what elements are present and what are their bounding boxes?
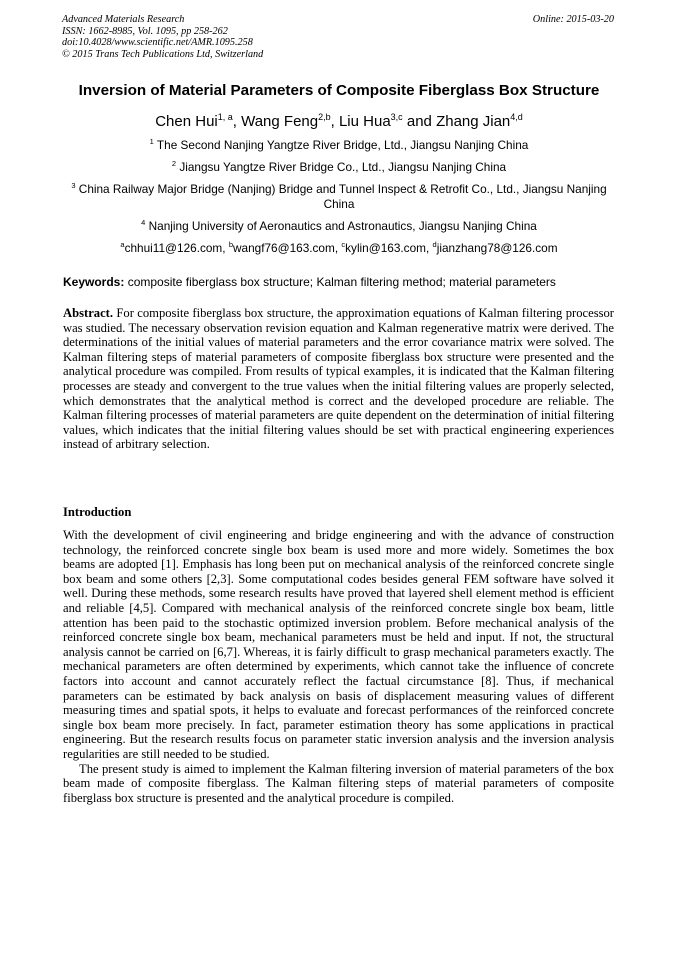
affiliation-number: 1 — [149, 137, 154, 146]
affiliation-text: China Railway Major Bridge (Nanjing) Bridge and Tunnel Inspect & Retrofit Co., Ltd., Jiangsu Nanjing China — [78, 182, 607, 211]
email-address: chhui11@126.com — [124, 241, 223, 255]
author-affil-mark: 2,b — [318, 112, 331, 122]
author-separator: , — [232, 113, 242, 130]
author-affil-mark: 3,c — [390, 112, 403, 122]
email-mark: a — [120, 240, 125, 249]
introduction-body — [63, 528, 614, 805]
journal-header — [62, 14, 482, 60]
email-mark: d — [432, 240, 437, 249]
journal-name: Advanced Materials Research — [62, 14, 185, 25]
author-name: Chen Hui — [155, 113, 218, 130]
author-affil-mark: 1, a — [217, 112, 233, 122]
affiliation-number: 3 — [71, 181, 76, 190]
online-date: Online: 2015-03-20 — [532, 14, 614, 25]
issn-line: ISSN: 1662-8985, Vol. 1095, pp 258-262 — [62, 25, 228, 37]
affiliation — [60, 219, 618, 234]
abstract-label: Abstract. — [63, 306, 114, 320]
affiliation-list — [60, 138, 618, 263]
affiliation-number: 4 — [141, 218, 146, 227]
author-name: Liu Hua — [338, 113, 391, 130]
section-heading: Introduction — [63, 505, 132, 519]
keywords-label: Keywords: — [63, 275, 125, 289]
paragraph: With the development of civil engineering and bridge engineering and with the advance of construction technology, the reinforced concrete single box beam is used more and more widely. Sometimes the box beams are adopted [1]. Emphasis has long been put on mechanical analysis of the reinforced concrete single box beam and some others [2,3]. Some computational codes besides general FEM software have solved it well. During these methods, some research results have proved that layered shell element method is efficient and reliable [4,5]. Compared with mechanical analysis of the reinforced concrete single box beam, little attention has been paid to the stochastic optimized inversion problem. Before mechanical analysis of the reinforced concrete single box beam, mechanical parameters must be held and input. If not, the structural analysis cannot be carried on [6,7]. Whereas, it is fairly difficult to grasp mechanical parameters exactly. The mechanical parameters are often determined by experiments, which cannot take the influence of concrete factors into account and cannot accurately reflect the factual circumstance [8]. Thus, if mechanical parameters can be estimated by back analysis on basis of displacement measuring values of different measuring times and spatial spots, it helps to evaluate and forecast performances of the reinforced concrete single box beam more precisely. In fact, parameter estimation theory has some applications in practical engineering. But the research results focus on parameter static inversion analysis and the inversion analysis regularities are still needed to be studied. — [63, 528, 614, 761]
affiliation — [60, 138, 618, 153]
email-address: kylin@163.com — [345, 241, 426, 255]
doi-line: doi:10.4028/www.scientific.net/AMR.1095.258 — [62, 37, 253, 49]
paper-title: Inversion of Material Parameters of Composite Fiberglass Box Structure — [78, 82, 600, 99]
keywords-text: composite fiberglass box structure; Kalman filtering method; material parameters — [127, 275, 556, 289]
author-name: Zhang Jian — [436, 113, 511, 130]
affiliation-text: Jiangsu Yangtze River Bridge Co., Ltd., Jiangsu Nanjing China — [179, 160, 507, 174]
email-address: jianzhang78@126.com — [436, 241, 558, 255]
affiliation-number: 2 — [171, 159, 177, 168]
copyright-line: © 2015 Trans Tech Publications Ltd, Switzerland — [62, 48, 264, 60]
affiliation-text: The Second Nanjing Yangtze River Bridge, Ltd., Jiangsu Nanjing China — [156, 138, 529, 152]
email-mark: c — [341, 240, 346, 249]
author-name: Wang Feng — [241, 113, 319, 130]
author-separator: , — [330, 113, 339, 130]
affiliation-text: Nanjing University of Aeronautics and Astronautics, Jiangsu Nanjing China — [148, 219, 537, 233]
affiliation — [60, 182, 618, 212]
email-list: $^a$chhui11@126.com, $^b$wangf76@163.com, $^c$kylin@163.com, $^d$jianzhang78@126.com — [120, 240, 558, 255]
author-separator: and — [402, 113, 437, 130]
author-list — [40, 113, 638, 131]
author-affil-mark: 4,d — [510, 112, 523, 122]
abstract-text: For composite fiberglass box structure, the approximation equations of Kalman filtering processor was studied. The necessary observation revision equation and Kalman regenerative matrix were derived. The determinations of the initial values of material parameters and the error covariance matrix were solved. The Kalman filtering steps of material parameters of composite fiberglass box structure were presented and the analytical procedure was compiled. From results of typical examples, it is indicated that the Kalman filtering processes are steady and convergent to the true values when the initial filtering values are properly selected, which demonstrates that the analytical method is correct and the developed procedure are reliable. The Kalman filtering processes of material parameters are quite dependent on the determination of initial filtering values, which indicates that the initial filtering values should be set with practical engineering experiences instead of arbitrary selection. — [63, 306, 614, 452]
paragraph: The present study is aimed to implement the Kalman filtering inversion of material parameters of the box beam made of composite fiberglass. The Kalman filtering steps of material parameters of composite fiberglass box structure is presented and the analytical procedure is compiled. — [63, 761, 614, 805]
affiliation — [60, 160, 618, 175]
keywords — [63, 275, 615, 290]
abstract — [63, 306, 614, 452]
email-address: wangf76@163.com — [233, 241, 335, 255]
email-mark: b — [228, 240, 233, 249]
